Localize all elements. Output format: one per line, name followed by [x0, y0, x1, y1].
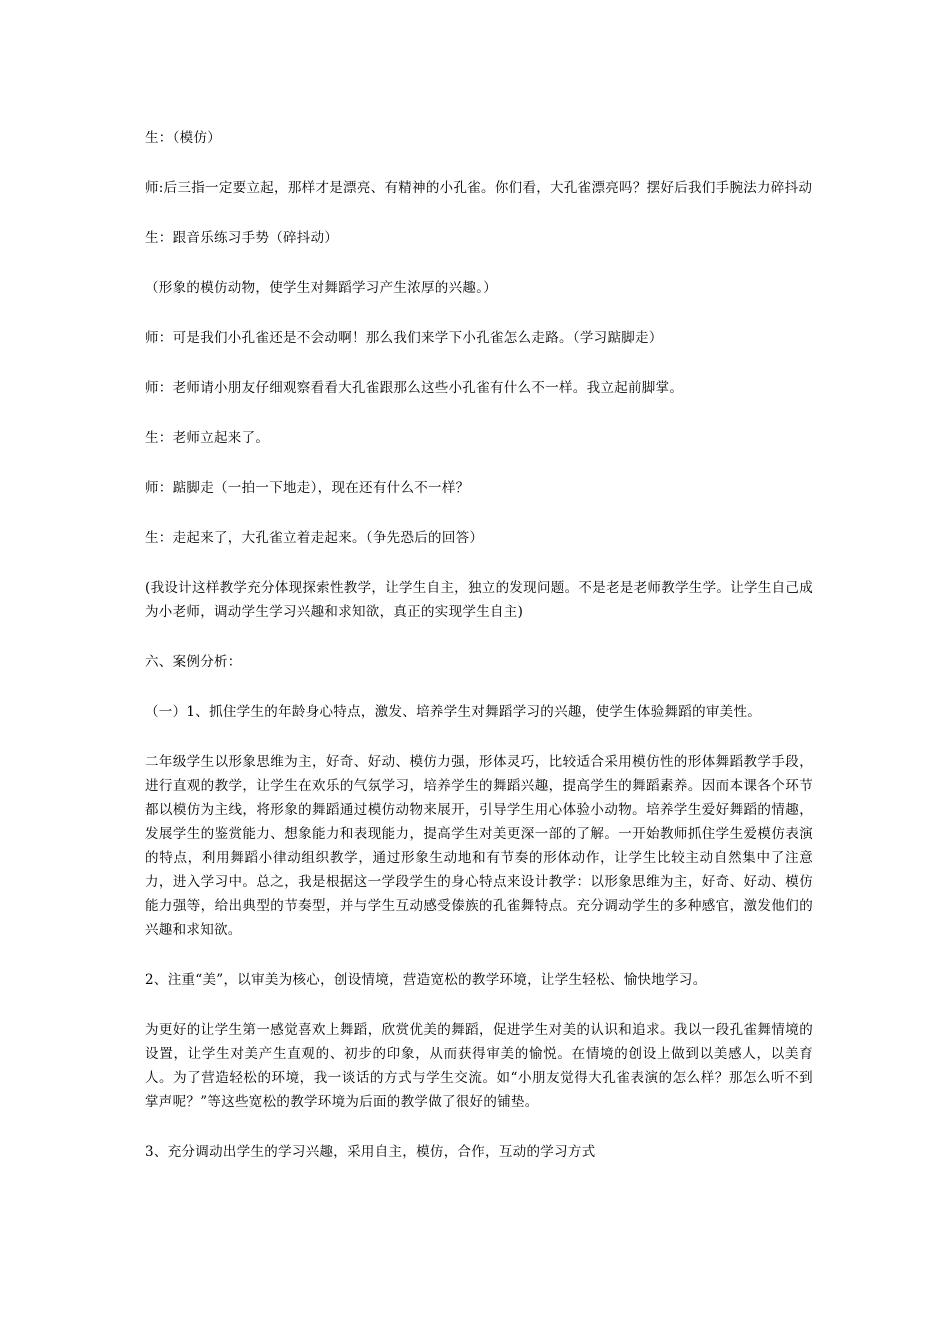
paragraph-note-exploratory-teaching: (我设计这样教学充分体现探索性教学，让学生自主，独立的发现问题。不是老是老师教学生学。让学生自己成为小老师，调动学生学习兴趣和求知欲，真正的实现学生自主) — [145, 580, 813, 620]
paragraph-teacher-how-to-walk: 师：可是我们小孔雀还是不会动啊！那么我们来学下小孔雀怎么走路。（学习踮脚走） — [145, 330, 663, 346]
paragraph-point-2-heading: 2、注重“美”，以审美为核心，创设情境，营造宽松的教学环境，让学生轻松、愉快地学习。 — [145, 972, 707, 988]
paragraph-point-3-heading: 3、充分调动出学生的学习兴趣，采用自主，模仿，合作，互动的学习方式 — [145, 1144, 596, 1160]
paragraph-note-imitation-interest: （形象的模仿动物，使学生对舞蹈学习产生浓厚的兴趣。） — [145, 280, 498, 296]
paragraph-student-walking-answer: 生：走起来了，大孔雀立着走起来。（争先恐后的回答） — [145, 530, 484, 546]
paragraph-point-1-heading: （一）1、抓住学生的年龄身心特点，激发、培养学生对舞蹈学习的兴趣，使学生体验舞蹈的审美性。 — [145, 704, 762, 720]
paragraph-teacher-observe: 师：老师请小朋友仔细观察看看大孔雀跟那么这些小孔雀有什么不一样。我立起前脚掌。 — [145, 380, 684, 396]
paragraph-point-2-body: 为更好的让学生第一感觉喜欢上舞蹈，欣赏优美的舞蹈，促进学生对美的认识和追求。我以一段孔雀舞情境的设置，让学生对美产生直观的、初步的印象，从而获得审美的愉悦。在情境的创设上做到以美感人，以美育人。为了营造轻松的环境，我一谈话的方式与学生交流。如“小朋友觉得大孔雀表演的怎么样？那怎么听不到掌声呢？”等这些宽松的教学环境为后面的教学做了很好的铺垫。 — [145, 1022, 813, 1110]
section-heading-case-analysis: 六、案例分析： — [145, 654, 242, 670]
paragraph-teacher-three-fingers: 师:后三指一定要立起，那样才是漂亮、有精神的小孔雀。你们看，大孔雀漂亮吗？摆好后我们手腕法力碎抖动 — [145, 180, 813, 196]
paragraph-teacher-tiptoe-walk: 师：踮脚走（一拍一下地走），现在还有什么不一样？ — [145, 480, 470, 496]
paragraph-student-imitate: 生：（模仿） — [145, 130, 222, 146]
paragraph-student-music-practice: 生：跟音乐练习手势（碎抖动） — [145, 230, 339, 246]
paragraph-point-1-body: 二年级学生以形象思维为主，好奇、好动、模仿力强，形体灵巧，比较适合采用模仿性的形体舞蹈教学手段，进行直观的教学，让学生在欢乐的气氛学习，培养学生的舞蹈兴趣，提高学生的舞蹈素养。因而本课各个环节都以模仿为主线，将形象的舞蹈通过模仿动物来展开，引导学生用心体验小动物。培养学生爱好舞蹈的情趣，发展学生的鉴赏能力、想象能力和表现能力，提高学生对美更深一部的了解。一开始教师抓住学生爱模仿表演的特点，利用舞蹈小律动组织教学，通过形象生动地和有节奏的形体动作，让学生比较主动自然集中了注意力，进入学习中。总之，我是根据这一学段学生的身心特点来设计教学：以形象思维为主，好奇、好动、模仿能力强等，给出典型的节奏型，并与学生互动感受傣族的孔雀舞特点。充分调动学生的多种感官，激发他们的兴趣和求知欲。 — [145, 754, 813, 938]
document-body — [145, 126, 813, 1164]
paragraph-student-stood-up: 生：老师立起来了。 — [145, 430, 270, 446]
